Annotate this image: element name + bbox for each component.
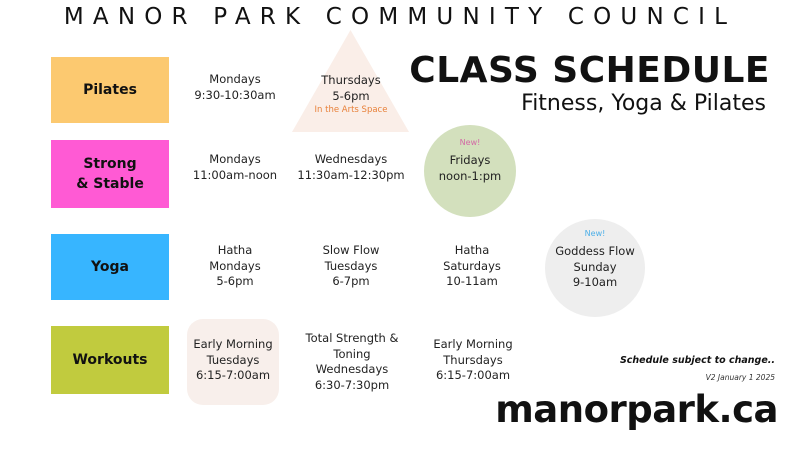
slot-time: 6:15-7:00am [435,368,511,382]
slot-style: Total Strength & [305,331,399,345]
class-label-workouts [51,326,169,394]
page-subtitle: Fitness, Yoga & Pilates [521,91,766,116]
slot-time: 11:30am-12:30pm [297,167,405,182]
slot-day: Saturdays [443,258,501,273]
slot-time: 9-10am [572,275,618,289]
slot-day: Fridays [449,153,491,167]
class-label-strong-stable [51,140,169,208]
schedule-slot-workouts-thursday [417,337,529,384]
slot-style: Hatha [217,243,253,257]
slot-style: Goddess Flow [555,244,635,258]
class-label-text-line1: Strong [83,156,137,172]
slot-day: Mondays [209,72,261,86]
schedule-slot-yoga-monday [180,243,290,290]
version-note: V2 January 1 2025 [705,373,775,382]
schedule-slot-strong-friday [424,137,516,184]
class-label-text: Pilates [83,82,137,98]
slot-day: Tuesdays [206,352,260,367]
slot-day: Wednesdays [314,152,388,166]
slot-time: 6:30-7:30pm [314,377,390,392]
class-label-text: Yoga [91,259,129,275]
slot-time: 5-6pm [216,274,254,288]
slot-style: Hatha [454,243,490,257]
slot-time: 10-11am [446,274,498,288]
class-label-yoga [51,234,169,300]
slot-time: 5-6pm [332,88,370,103]
page-title: CLASS SCHEDULE [409,50,770,91]
slot-time: 9:30-10:30am [194,87,276,102]
slot-time: 11:00am-noon [192,167,278,182]
new-badge: New! [584,229,606,238]
slot-day: Mondays [209,152,261,166]
new-badge: New! [459,138,481,147]
class-label-pilates [51,57,169,123]
class-label-text-line2: & Stable [76,176,144,192]
schedule-slot-pilates-thursday [295,73,407,116]
slot-style: Early Morning [193,337,273,351]
slot-day: Tuesdays [324,258,378,273]
slot-style: Early Morning [433,337,513,351]
website-url: manorpark.ca [495,388,778,431]
slot-day: Mondays [209,258,261,273]
schedule-slot-yoga-saturday [417,243,527,290]
schedule-disclaimer: Schedule subject to change.. [619,355,775,366]
slot-day: Thursdays [321,73,381,87]
class-label-text: Workouts [72,352,148,368]
slot-day: Wednesdays [315,362,389,376]
slot-day: Thursdays [443,352,503,367]
schedule-slot-yoga-sunday [545,228,645,291]
schedule-slot-pilates-monday [180,72,290,103]
organization-name: MANOR PARK COMMUNITY COUNCIL [63,4,737,30]
schedule-slot-workouts-wednesday [295,331,409,393]
slot-time: noon-1:pm [438,168,502,183]
slot-location-note: In the Arts Space [314,105,388,115]
schedule-slot-yoga-tuesday [295,243,407,290]
slot-time: 6-7pm [332,274,370,288]
schedule-slot-strong-wednesday [295,152,407,183]
slot-time: 6:15-7:00am [195,368,271,382]
slot-style: Slow Flow [322,243,380,257]
slot-style-line2: Toning [333,346,371,361]
schedule-slot-strong-monday [180,152,290,183]
schedule-slot-workouts-tuesday [187,337,279,384]
slot-day: Sunday [573,259,617,274]
